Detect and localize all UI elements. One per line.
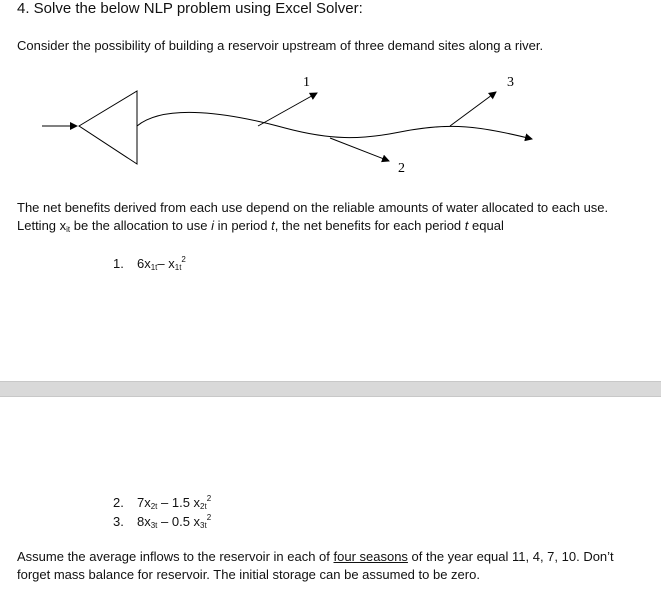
formula-3: 3. $8x_{3t} - 0.5$ $x_{3t}^2$ bbox=[113, 513, 212, 530]
four-seasons-underline: four seasons bbox=[333, 549, 408, 564]
site-label-2: 2 bbox=[398, 161, 405, 176]
formula-1: 1. $6x_{1t}-$ $x_{1t}^2$ bbox=[113, 255, 186, 272]
diversion-arrow-2 bbox=[330, 138, 389, 161]
site-label-1: 1 bbox=[303, 75, 310, 90]
benefits-line-1: The net benefits derived from each use depend on the reliable amounts of water allocated to each use. bbox=[17, 200, 609, 215]
river-curve bbox=[137, 112, 532, 139]
question-title: 4. Solve the below NLP problem using Excel Solver: bbox=[17, 0, 363, 17]
diversion-arrow-3 bbox=[450, 92, 496, 126]
inflows-line-2: forget mass balance for reservoir. The initial storage can be assumed to be zero. bbox=[17, 567, 480, 582]
formula-2: 2. $7x_{2t} - 1.5$ $x_{2t}^2$ bbox=[113, 494, 212, 511]
inflows-line-1: Assume the average inflows to the reservoir in each of four seasons of the year equal 11, 4, 7, 10. Don’t bbox=[17, 549, 614, 564]
inflows-paragraph bbox=[17, 548, 614, 584]
river-diagram bbox=[0, 68, 661, 178]
benefits-line-2: Letting $x_{it}$ be the allocation to use i in period t, the net benefits for each period t equal bbox=[17, 218, 504, 234]
reservoir-triangle bbox=[79, 91, 137, 164]
question-intro: Consider the possibility of building a reservoir upstream of three demand sites along a river. bbox=[17, 38, 544, 53]
site-label-3: 3 bbox=[507, 75, 514, 90]
benefits-paragraph bbox=[17, 199, 608, 239]
diversion-arrow-1 bbox=[258, 93, 317, 126]
page-break bbox=[0, 381, 661, 397]
